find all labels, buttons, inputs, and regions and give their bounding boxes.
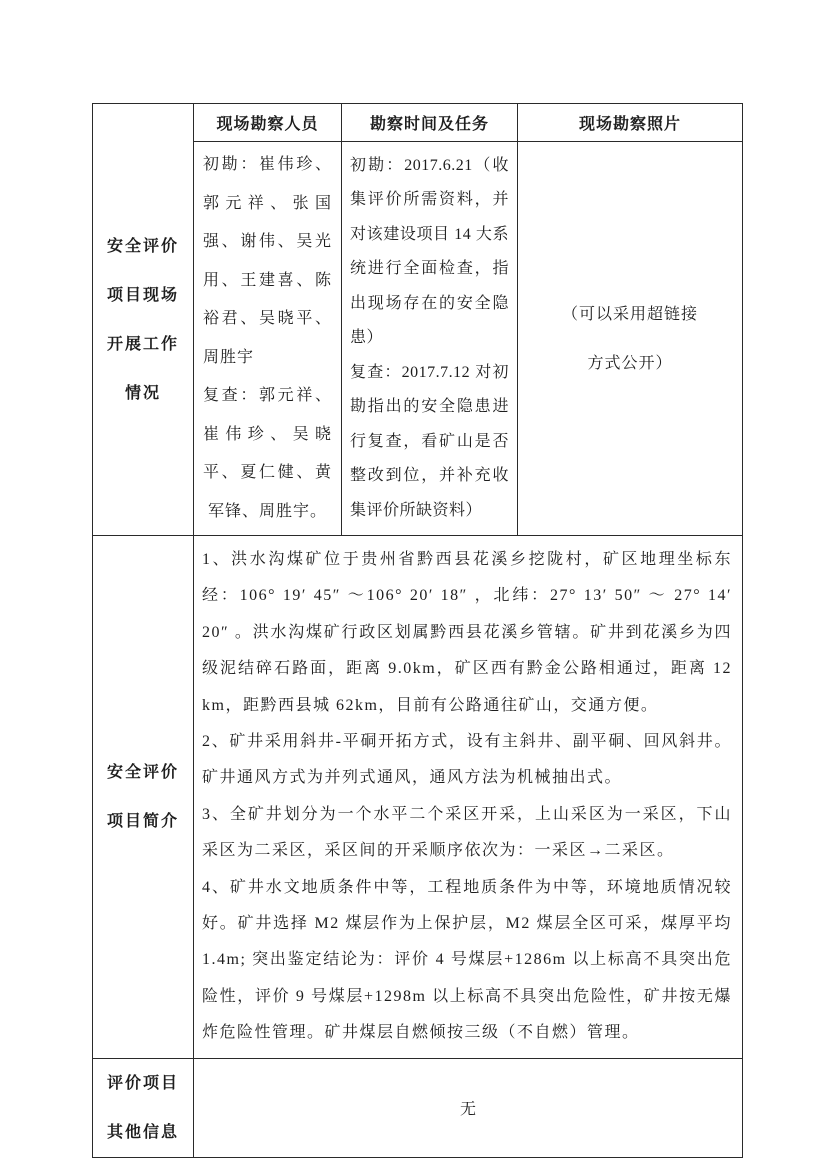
- row-label-line: 安全评价: [106, 763, 179, 781]
- row-label-line: 其他信息: [106, 1123, 179, 1141]
- column-header-personnel: 现场勘察人员: [194, 104, 342, 142]
- column-header-photos: 现场勘察照片: [518, 104, 743, 142]
- intro-paragraph-3: 3、全矿井划分为一个水平二个采区开采，上山采区为一采区，下山采区为二采区，采区间的开采顺序依次为：一采区→二采区。: [202, 805, 732, 860]
- row-label-line: 评价项目: [106, 1074, 179, 1092]
- cell-survey-photos: [518, 142, 743, 536]
- cell-project-intro: [194, 536, 743, 1059]
- row-label-line: 项目简介: [106, 812, 179, 830]
- personnel-initial-text: 初勘：崔伟珍、郭元祥、张国强、谢伟、吴光用、王建喜、陈裕君、吴晓平、周胜宇: [203, 156, 332, 366]
- project-intro-row: [93, 536, 743, 1059]
- photos-note-line: 方式公开）: [587, 354, 673, 372]
- row-label-line: 情况: [124, 384, 161, 402]
- row-label-project-intro: [93, 536, 194, 1059]
- row-label-line: 开展工作: [106, 335, 179, 353]
- row-label-line: 安全评价: [106, 237, 179, 255]
- intro-paragraph-1: 1、洪水沟煤矿位于贵州省黔西县花溪乡挖陇村，矿区地理坐标东经：106° 19′ 45″ ～106° 20′ 18″ ，北纬：27° 13′ 50″ ～ 27° 14′ 20″ 。洪水沟煤矿行政区划属黔西县花溪乡管辖。矿井到花溪乡为四级泥结碎石路面，距离 9.0km，矿区西有黔金公路相通过，距离 12 km，距黔西县城 62km，目前有公路通往矿山，交通方便。: [202, 551, 732, 714]
- row-label-line: 项目现场: [106, 286, 179, 304]
- personnel-review-text: 复查：郭元祥、崔伟珍、吴晓平、夏仁健、黄军锋、周胜宇。: [203, 387, 332, 520]
- row-label-other-info: [93, 1058, 194, 1157]
- column-header-time-task: 勘察时间及任务: [342, 104, 518, 142]
- cell-other-info-value: 无: [194, 1058, 743, 1157]
- table-header-row: [93, 104, 743, 142]
- time-task-review-text: 复查：2017.7.12 对初勘指出的安全隐患进行复查，看矿山是否整改到位，并补充收集评价所缺资料）: [350, 363, 509, 519]
- intro-paragraph-4: 4、矿井水文地质条件中等，工程地质条件为中等，环境地质情况较好。矿井选择 M2 煤层作为上保护层，M2 煤层全区可采，煤厚平均 1.4m; 突出鉴定结论为：评价 4 号煤层+1286m 以上标高不具突出危险性，评价 9 号煤层+1298m 以上标高不具突出危险性，矿井按无爆炸危险性管理。矿井煤层自燃倾按三级（不自燃）管理。: [202, 878, 732, 1042]
- cell-survey-time-task: [342, 142, 518, 536]
- other-info-row: [93, 1058, 743, 1157]
- intro-paragraph-2: 2、矿井采用斜井-平硐开拓方式，设有主斜井、副平硐、回风斜井。矿井通风方式为并列式通风，通风方法为机械抽出式。: [202, 733, 732, 787]
- time-task-initial-text: 初勘：2017.6.21（收集评价所需资料，并对该建设项目 14 大系统进行全面检查，指出现场存在的安全隐患）: [350, 156, 509, 347]
- row-label-survey-work: [93, 104, 194, 536]
- photos-note-line: （可以采用超链接: [561, 305, 698, 323]
- cell-survey-personnel: [194, 142, 342, 536]
- safety-evaluation-table: [92, 103, 743, 1158]
